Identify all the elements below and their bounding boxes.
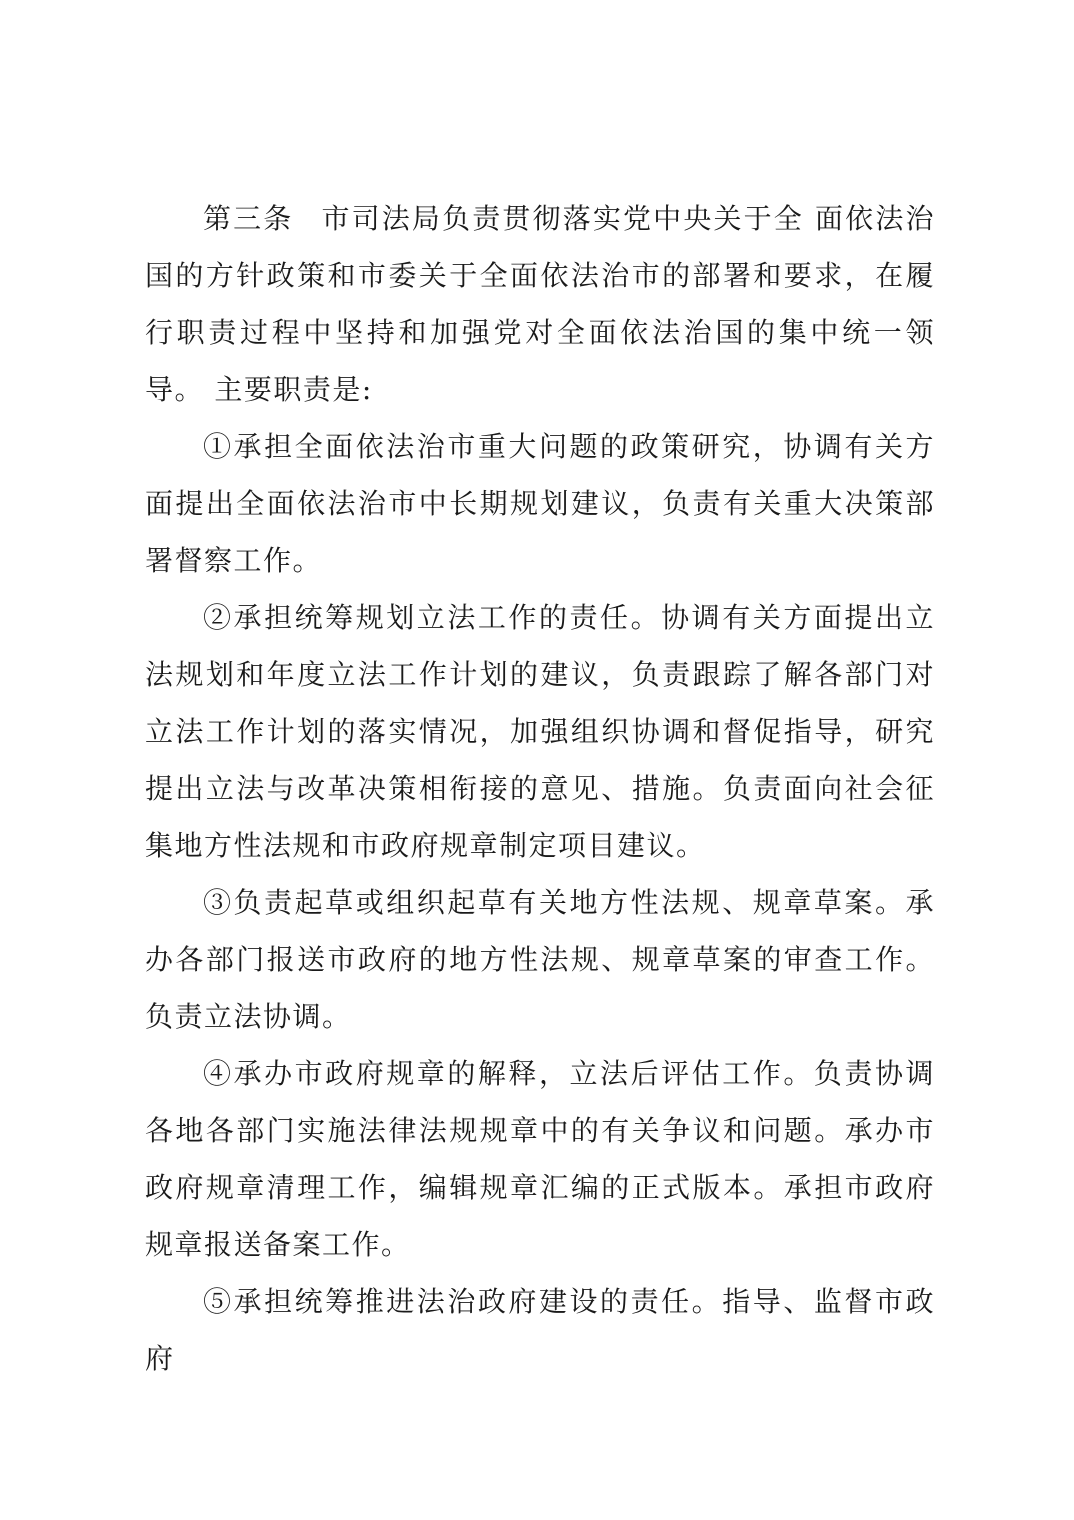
duty-item-3: ③负责起草或组织起草有关地方性法规、规章草案。承办各部门报送市政府的地方性法规、规章草案的审查工作。负责立法协调。 bbox=[145, 886, 935, 1033]
duty-item-2: ②承担统筹规划立法工作的责任。协调有关方面提出立法规划和年度立法工作计划的建议，负责跟踪了解各部门对立法工作计划的落实情况，加强组织协调和督促指导，研究提出立法与改革决策相衔接的意见、措施。负责面向社会征集地方性法规和市政府规章制定项目建议。 bbox=[145, 601, 935, 862]
document-body bbox=[145, 190, 935, 1387]
duty-item-1: ①承担全面依法治市重大问题的政策研究，协调有关方面提出全面依法治市中长期规划建议，负责有关重大决策部署督察工作。 bbox=[145, 430, 935, 577]
duty-item-4: ④承办市政府规章的解释，立法后评估工作。负责协调各地各部门实施法律法规规章中的有关争议和问题。承办市政府规章清理工作，编辑规章汇编的正式版本。承担市政府规章报送备案工作。 bbox=[145, 1057, 935, 1261]
article-heading: 第三条 bbox=[203, 202, 294, 235]
duty-item-5: ⑤承担统筹推进法治政府建设的责任。指导、监督市政府 bbox=[145, 1285, 935, 1375]
article-body: 市司法局负责贯彻落实党中央关于全 面依法治国的方针政策和市委关于全面依法治市的部署和要求，在履行职责过程中坚持和加强党对全面依法治国的集中统一领导。 主要职责是: bbox=[145, 202, 935, 406]
article-paragraph bbox=[145, 190, 935, 418]
